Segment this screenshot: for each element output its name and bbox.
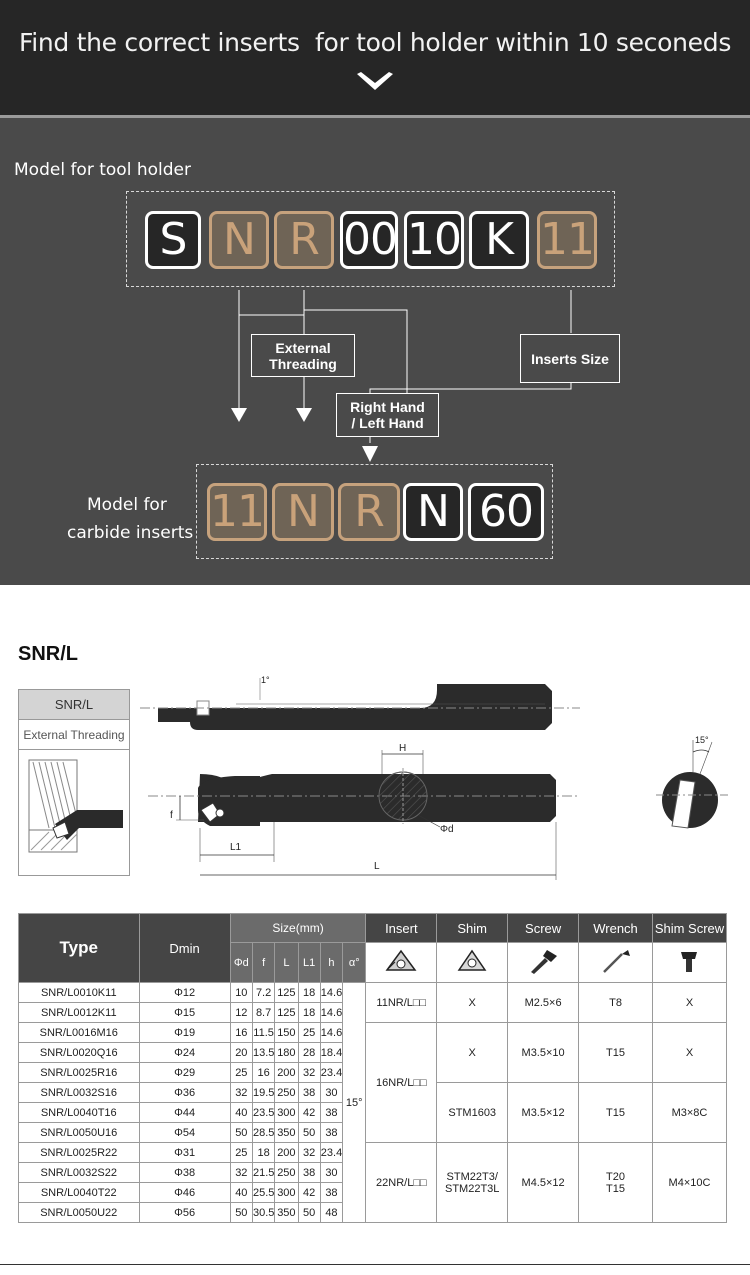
type-cell: SNR/L0012K11	[19, 1003, 140, 1023]
wrench-icon	[579, 943, 653, 983]
holder-code-segment: 10	[404, 211, 464, 269]
type-cell: SNR/L0025R16	[19, 1063, 140, 1083]
shim-cell: X	[437, 983, 508, 1023]
shim-screw-cell: X	[652, 983, 726, 1023]
shim-screw-cell: M4×10C	[652, 1143, 726, 1223]
screw-cell: M3.5×12	[508, 1083, 579, 1143]
col-h: h	[320, 943, 342, 983]
phi-d-cell: 20	[230, 1043, 252, 1063]
l1-cell: 50	[298, 1123, 320, 1143]
shim-screw-icon	[652, 943, 726, 983]
insert-code-segment: 60	[468, 483, 544, 541]
top-view	[140, 675, 580, 730]
phi-d-cell: 40	[230, 1103, 252, 1123]
wrench-cell: T8	[579, 983, 653, 1023]
type-card-head: SNR/L	[19, 690, 129, 720]
front-view	[148, 743, 580, 880]
bottom-divider	[0, 1264, 750, 1265]
f-cell: 28.5	[252, 1123, 274, 1143]
h-cell: 14.6	[320, 983, 342, 1003]
f-cell: 23.5	[252, 1103, 274, 1123]
callout-hand-text: Right Hand / Left Hand	[350, 399, 425, 431]
banner-title: Find the correct inserts for tool holder within 10 seconeds	[18, 28, 732, 57]
shim-cell: STM22T3/ STM22T3L	[437, 1143, 508, 1223]
l-cell: 250	[275, 1163, 298, 1183]
phi-d-cell: 32	[230, 1163, 252, 1183]
f-cell: 7.2	[252, 983, 274, 1003]
holder-code-segment: R	[274, 211, 334, 269]
shim-icon	[437, 943, 508, 983]
type-cell: SNR/L0032S16	[19, 1083, 140, 1103]
h-label: H	[399, 743, 407, 754]
type-card-subtitle: External Threading	[19, 720, 129, 750]
holder-model-label: Model for tool holder	[14, 160, 191, 180]
l1-cell: 25	[298, 1023, 320, 1043]
holder-code-segment: N	[209, 211, 269, 269]
col-shim: Shim	[437, 914, 508, 943]
spec-table-body	[19, 983, 727, 1223]
type-cell: SNR/L0016M16	[19, 1023, 140, 1043]
dmin-cell: Φ44	[139, 1103, 230, 1123]
col-l1: L1	[298, 943, 320, 983]
col-phi-d: Φd	[230, 943, 252, 983]
phi-d-cell: 32	[230, 1083, 252, 1103]
h-cell: 30	[320, 1083, 342, 1103]
dmin-cell: Φ31	[139, 1143, 230, 1163]
l1-label: L1	[230, 842, 242, 853]
shim-screw-cell: M3×8C	[652, 1083, 726, 1143]
col-l: L	[275, 943, 298, 983]
phi-d-cell: 12	[230, 1003, 252, 1023]
callout-inserts-size	[520, 334, 620, 383]
type-card	[18, 689, 130, 876]
dmin-cell: Φ54	[139, 1123, 230, 1143]
shim-cell: STM1603	[437, 1083, 508, 1143]
insert-cell: 16NR/L□□	[366, 1023, 437, 1143]
callout-external-threading	[251, 334, 355, 377]
col-alpha: α°	[343, 943, 366, 983]
insert-cell: 11NR/L□□	[366, 983, 437, 1023]
insert-cell: 22NR/L□□	[366, 1143, 437, 1223]
holder-code-segment: 00	[340, 211, 398, 269]
insert-code-segment: N	[272, 483, 334, 541]
phi-d-cell: 50	[230, 1123, 252, 1143]
h-cell: 30	[320, 1163, 342, 1183]
h-cell: 48	[320, 1203, 342, 1223]
screw-cell: M2.5×6	[508, 983, 579, 1023]
holder-code-segment: K	[469, 211, 529, 269]
col-type: Type	[19, 914, 140, 983]
l1-cell: 50	[298, 1203, 320, 1223]
h-cell: 23.4	[320, 1063, 342, 1083]
screw-cell: M4.5×12	[508, 1143, 579, 1223]
insert-code-segment: N	[403, 483, 463, 541]
table-row	[19, 1143, 727, 1163]
wrench-cell: T15	[579, 1083, 653, 1143]
side-view	[656, 735, 730, 828]
angle-top-label: 1°	[261, 675, 270, 685]
phi-d-cell: 10	[230, 983, 252, 1003]
dmin-cell: Φ19	[139, 1023, 230, 1043]
dmin-cell: Φ38	[139, 1163, 230, 1183]
f-cell: 19.5	[252, 1083, 274, 1103]
type-cell: SNR/L0032S22	[19, 1163, 140, 1183]
dmin-cell: Φ56	[139, 1203, 230, 1223]
spec-table	[18, 913, 727, 1223]
h-cell: 38	[320, 1123, 342, 1143]
dmin-cell: Φ12	[139, 983, 230, 1003]
l-cell: 350	[275, 1203, 298, 1223]
type-cell: SNR/L0040T16	[19, 1103, 140, 1123]
h-cell: 14.6	[320, 1003, 342, 1023]
l-cell: 300	[275, 1103, 298, 1123]
shim-screw-cell: X	[652, 1023, 726, 1083]
callout-external-threading-text: External Threading	[269, 339, 337, 372]
l1-cell: 32	[298, 1143, 320, 1163]
l1-cell: 18	[298, 1003, 320, 1023]
h-cell: 38	[320, 1103, 342, 1123]
h-cell: 23.4	[320, 1143, 342, 1163]
l-cell: 125	[275, 983, 298, 1003]
l-cell: 150	[275, 1023, 298, 1043]
tool-holder-drawing	[140, 670, 740, 890]
callout-inserts-size-text: Inserts Size	[531, 350, 609, 367]
l-cell: 350	[275, 1123, 298, 1143]
f-cell: 11.5	[252, 1023, 274, 1043]
type-cell: SNR/L0040T22	[19, 1183, 140, 1203]
insert-model-label-line2: carbide inserts	[67, 523, 194, 543]
phi-d-cell: 25	[230, 1063, 252, 1083]
l-cell: 180	[275, 1043, 298, 1063]
type-cell: SNR/L0050U22	[19, 1203, 140, 1223]
insert-model-label-line1: Model for	[87, 495, 167, 515]
dmin-cell: Φ29	[139, 1063, 230, 1083]
l-cell: 200	[275, 1143, 298, 1163]
model-decoder	[0, 118, 750, 585]
insert-code-segment: 11	[207, 483, 267, 541]
l-cell: 250	[275, 1083, 298, 1103]
dmin-cell: Φ15	[139, 1003, 230, 1023]
callout-hand	[336, 393, 439, 437]
header-banner	[0, 0, 750, 115]
col-wrench: Wrench	[579, 914, 653, 943]
threading-illustration	[19, 750, 129, 874]
l-cell: 300	[275, 1183, 298, 1203]
h-cell: 14.6	[320, 1023, 342, 1043]
alpha-cell: 15°	[343, 983, 366, 1223]
f-cell: 8.7	[252, 1003, 274, 1023]
wrench-cell: T20 T15	[579, 1143, 653, 1223]
phi-d-label: Φd	[440, 824, 454, 835]
series-title: SNR/L	[18, 643, 78, 665]
dmin-cell: Φ46	[139, 1183, 230, 1203]
insert-code-segment: R	[338, 483, 400, 541]
l-cell: 125	[275, 1003, 298, 1023]
f-cell: 30.5	[252, 1203, 274, 1223]
screw-cell: M3.5×10	[508, 1023, 579, 1083]
insert-icon	[366, 943, 437, 983]
h-cell: 18.4	[320, 1043, 342, 1063]
type-cell: SNR/L0020Q16	[19, 1043, 140, 1063]
f-cell: 25.5	[252, 1183, 274, 1203]
screw-icon	[508, 943, 579, 983]
type-cell: SNR/L0050U16	[19, 1123, 140, 1143]
type-cell: SNR/L0025R22	[19, 1143, 140, 1163]
h-cell: 38	[320, 1183, 342, 1203]
f-cell: 16	[252, 1063, 274, 1083]
l-cell: 200	[275, 1063, 298, 1083]
col-f: f	[252, 943, 274, 983]
phi-d-cell: 40	[230, 1183, 252, 1203]
dmin-cell: Φ24	[139, 1043, 230, 1063]
table-row	[19, 983, 727, 1003]
col-dmin: Dmin	[139, 914, 230, 983]
dmin-cell: Φ36	[139, 1083, 230, 1103]
f-label: f	[170, 810, 173, 821]
holder-code-segment: S	[145, 211, 201, 269]
phi-d-cell: 50	[230, 1203, 252, 1223]
f-cell: 13.5	[252, 1043, 274, 1063]
col-insert: Insert	[366, 914, 437, 943]
l1-cell: 32	[298, 1063, 320, 1083]
holder-code-segment: 11	[537, 211, 597, 269]
col-screw: Screw	[508, 914, 579, 943]
l1-cell: 38	[298, 1163, 320, 1183]
l1-cell: 38	[298, 1083, 320, 1103]
table-row	[19, 1023, 727, 1043]
l-label: L	[374, 861, 380, 872]
l1-cell: 42	[298, 1183, 320, 1203]
l1-cell: 18	[298, 983, 320, 1003]
shim-cell: X	[437, 1023, 508, 1083]
l1-cell: 28	[298, 1043, 320, 1063]
angle-side-label: 15°	[695, 735, 709, 745]
f-cell: 21.5	[252, 1163, 274, 1183]
phi-d-cell: 25	[230, 1143, 252, 1163]
phi-d-cell: 16	[230, 1023, 252, 1043]
f-cell: 18	[252, 1143, 274, 1163]
col-size: Size(mm)	[230, 914, 366, 943]
l1-cell: 42	[298, 1103, 320, 1123]
type-cell: SNR/L0010K11	[19, 983, 140, 1003]
chevron-down-icon	[355, 70, 395, 94]
col-shim-screw: Shim Screw	[652, 914, 726, 943]
wrench-cell: T15	[579, 1023, 653, 1083]
